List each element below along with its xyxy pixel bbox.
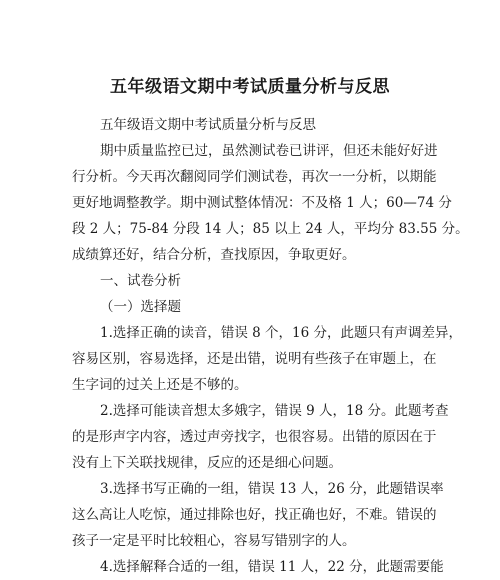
subsection-heading: （一）选择题 — [100, 299, 181, 315]
text-line: 3.选择书写正确的一组，错误 13 人，26 分，此题错误率 — [100, 481, 444, 497]
text-line: 段 2 人；75-84 分段 14 人；85 以上 24 人，平均分 83.55 分。 — [72, 221, 469, 237]
text-line: 2.选择可能读音想太多娥字，错误 9 人，18 分。此题考查 — [100, 403, 449, 419]
text-line: 行分析。今天再次翻阅同学们测试卷，再次一一分析，以期能 — [72, 169, 437, 185]
text-line: 期中质量监控已过，虽然测试卷已讲评，但还未能好好进 — [100, 143, 438, 159]
section-heading: 一、试卷分析 — [100, 273, 181, 289]
text-line: 没有上下关联找规律，反应的还是细心问题。 — [72, 455, 342, 471]
text-line: 容易区别，容易选择，还是出错，说明有些孩子在审题上，在 — [72, 351, 437, 367]
text-line: 更好地调整教学。期中测试整体情况：不及格 1 人；60—74 分 — [72, 195, 452, 211]
text-line: 的是形声字内容，透过声旁找字，也很容易。出错的原因在于 — [72, 429, 437, 445]
text-line: 五年级语文期中考试质量分析与反思 — [100, 117, 316, 133]
text-line: 生字词的过关上还是不够的。 — [72, 377, 248, 393]
text-line: 成绩算还好，结合分析，查找原因，争取更好。 — [72, 247, 356, 263]
document-body — [72, 112, 469, 580]
text-line: 孩子一定是平时比较粗心，容易写错别字的人。 — [72, 533, 356, 549]
document-title: 五年级语文期中考试质量分析与反思 — [110, 77, 390, 97]
text-line: 4.选择解释合适的一组，错误 11 人，22 分，此题需要能 — [100, 559, 444, 575]
text-line: 这么高让人吃惊，通过排除也好，找正确也好，不难。错误的 — [72, 507, 437, 523]
text-line: 1.选择正确的读音，错误 8 个，16 分，此题只有声调差异， — [100, 325, 463, 341]
